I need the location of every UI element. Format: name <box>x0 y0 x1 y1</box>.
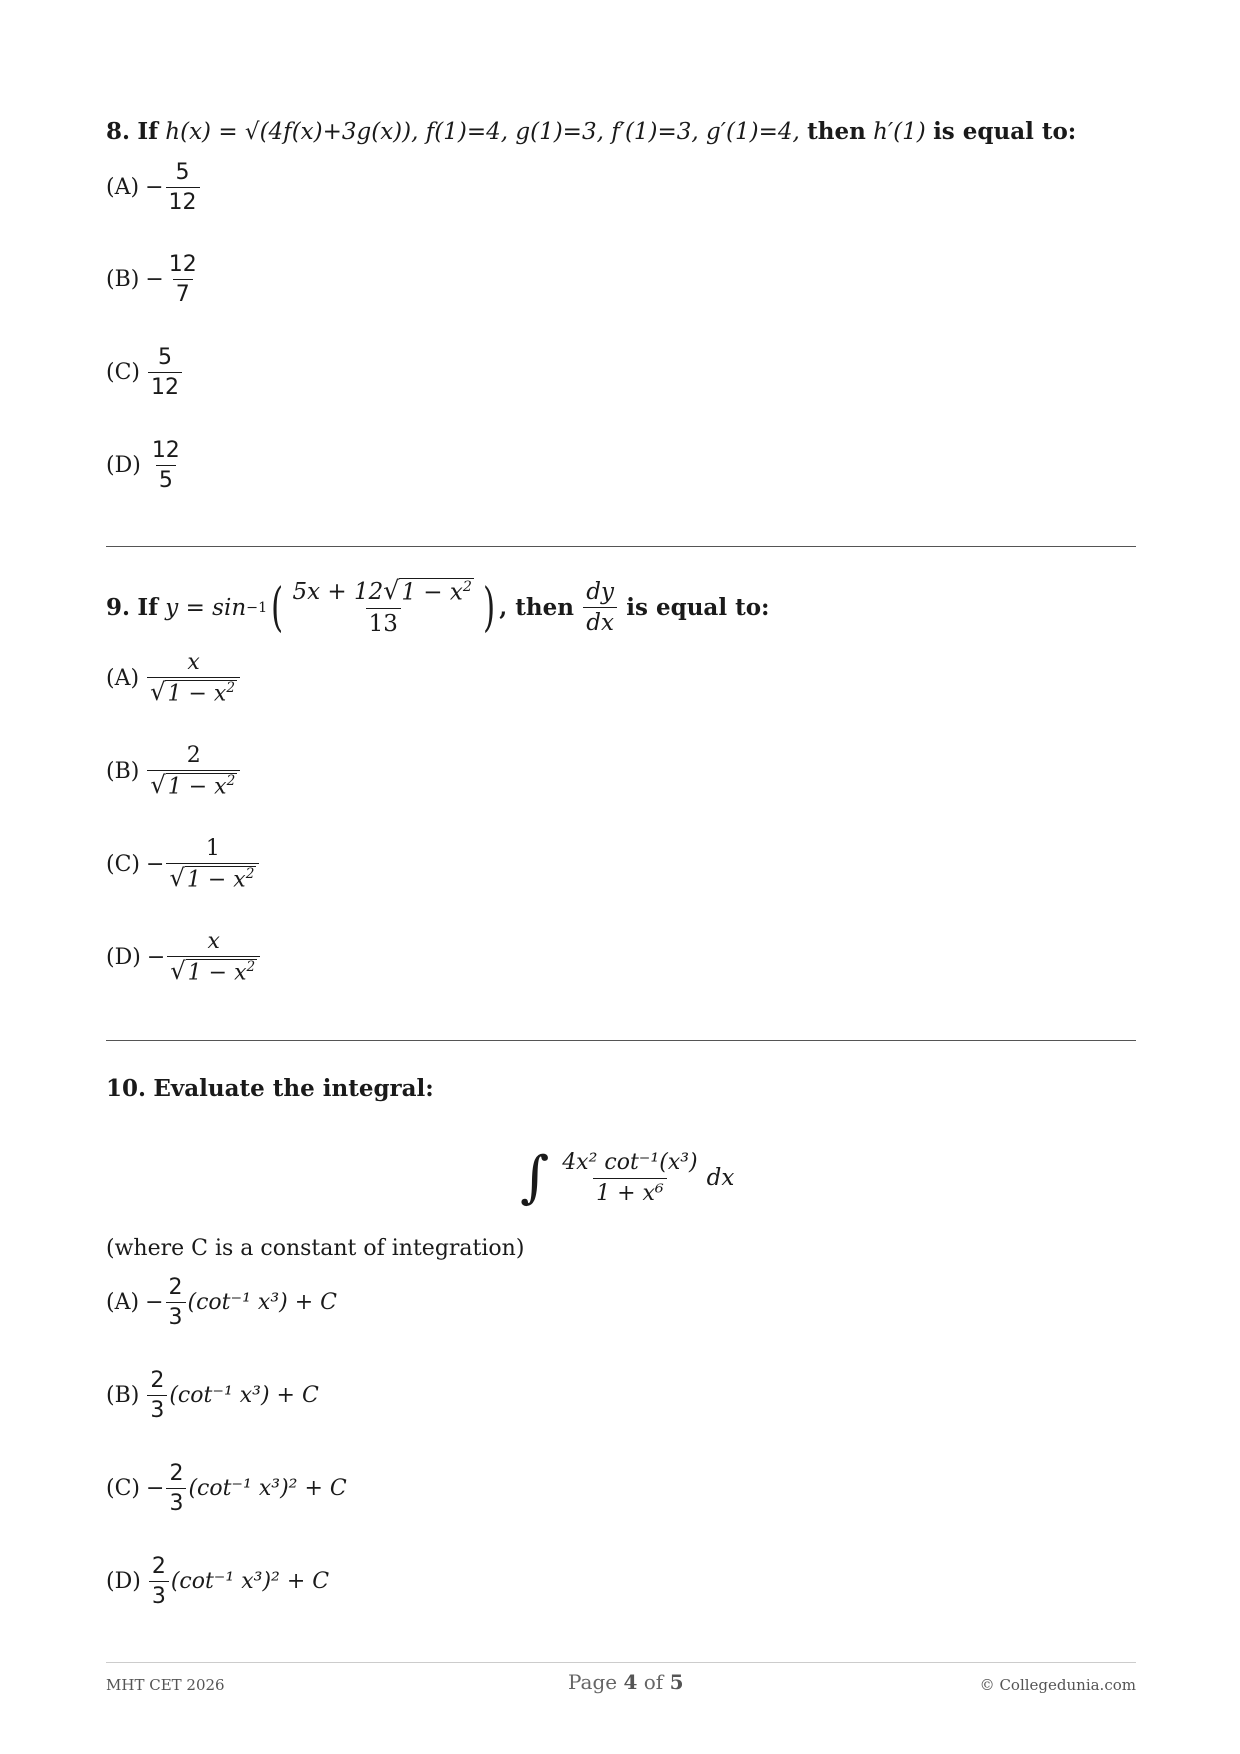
square-root <box>150 680 237 707</box>
fraction-denominator <box>147 770 240 800</box>
option-label: (A) <box>106 665 140 691</box>
fraction-numerator: 2 <box>168 1275 183 1300</box>
option-sign: − <box>146 851 165 877</box>
exponent: 2 <box>226 680 235 697</box>
option-label: (B) <box>106 1383 140 1409</box>
option-tail: (cot⁻¹ x³)² + C <box>170 1569 330 1595</box>
derivative-fraction <box>583 579 617 637</box>
fraction-numerator: 12 <box>151 438 180 463</box>
option-label: (C) <box>106 1476 140 1502</box>
square-root <box>150 773 237 800</box>
fraction-numerator: 5 <box>158 345 172 370</box>
radical-icon: √ <box>170 957 186 986</box>
radicand-text: 1 − x <box>187 960 247 986</box>
fraction-numerator: 5 <box>175 160 190 185</box>
fraction-numerator: 2 <box>169 1461 184 1486</box>
exponent: 2 <box>245 866 255 883</box>
radicand-text: 1 − x <box>167 681 227 707</box>
fraction-numerator: 2 <box>151 1554 166 1579</box>
fraction-denominator: 12 <box>148 372 182 400</box>
radical-icon: √ <box>150 678 166 707</box>
option-fraction <box>147 650 240 707</box>
question-number: 8. <box>106 118 131 145</box>
page-number <box>568 1670 684 1694</box>
fraction-denominator: 3 <box>166 1302 186 1330</box>
radicand <box>165 680 237 707</box>
fraction-denominator: 13 <box>366 608 401 637</box>
footer-copyright[interactable]: © Collegedunia.com <box>979 1676 1136 1694</box>
option-b[interactable] <box>106 252 202 308</box>
fraction-denominator: dx <box>583 607 617 636</box>
divider <box>106 546 1136 547</box>
fraction-denominator: 3 <box>147 1395 167 1423</box>
fraction-denominator: 5 <box>156 465 176 493</box>
option-b[interactable] <box>106 743 242 800</box>
radical-icon: √ <box>383 576 400 605</box>
fraction-denominator <box>166 863 259 893</box>
question-8-stem <box>106 118 1076 145</box>
option-fraction <box>166 1461 186 1517</box>
page-prefix: Page <box>568 1670 618 1694</box>
radicand-text: 1 − x <box>401 579 463 606</box>
footer-exam-name: MHT CET 2026 <box>106 1676 225 1694</box>
option-tail: (cot⁻¹ x³) + C <box>187 1290 337 1316</box>
option-sign: − <box>146 1476 165 1502</box>
numerator-text: 5x + 12 <box>292 579 384 605</box>
option-sign: − <box>145 1290 164 1316</box>
stem-text: Evaluate the integral: <box>153 1075 434 1102</box>
fraction-denominator: 3 <box>166 1488 186 1516</box>
option-fraction <box>166 252 200 308</box>
option-label: (C) <box>106 851 140 877</box>
radicand <box>186 959 258 986</box>
radicand-text: 1 − x <box>186 867 246 893</box>
page-of: of <box>643 1670 664 1694</box>
option-a[interactable] <box>106 160 202 216</box>
option-fraction <box>167 929 260 986</box>
radicand <box>166 773 238 800</box>
stem-then: then <box>807 118 866 145</box>
option-c[interactable] <box>106 836 261 893</box>
fraction-numerator: x <box>207 929 220 954</box>
option-label: (C) <box>106 360 140 386</box>
option-d[interactable] <box>106 1554 329 1610</box>
left-paren: ( <box>271 577 284 638</box>
stem-math: h(x) = √(4f(x)+3g(x)), f(1)=4, g(1)=3, f′(1)=3, g′(1)=4, <box>165 118 800 145</box>
fraction-numerator: 2 <box>186 743 201 768</box>
fraction-denominator <box>167 956 260 986</box>
exponent: 2 <box>226 773 236 790</box>
option-label: (B) <box>106 758 140 784</box>
exponent: 2 <box>462 579 472 595</box>
fraction-denominator <box>147 677 240 707</box>
option-tail: (cot⁻¹ x³)² + C <box>188 1476 347 1502</box>
integral-sign-icon: ∫ <box>520 1145 550 1210</box>
square-root <box>170 959 257 986</box>
option-fraction <box>166 160 200 216</box>
option-sign: − <box>146 944 166 970</box>
question-9-stem <box>106 578 770 638</box>
option-fraction <box>147 743 240 800</box>
option-label: (D) <box>106 453 141 479</box>
option-a[interactable] <box>106 1275 337 1331</box>
stem-fraction <box>289 578 476 638</box>
fraction-numerator: x <box>187 650 200 675</box>
question-10-stem <box>106 1075 434 1102</box>
option-label: (A) <box>106 175 140 201</box>
stem-suffix: is equal to: <box>933 118 1077 145</box>
question-number: 9. <box>106 594 131 622</box>
stem-prefix: If <box>137 118 158 145</box>
right-paren: ) <box>482 577 496 638</box>
fraction-numerator: 2 <box>150 1368 165 1393</box>
option-fraction <box>147 1368 167 1424</box>
fraction-denominator: 7 <box>173 279 193 307</box>
integration-note: (where C is a constant of integration) <box>106 1236 525 1261</box>
radicand-text: 1 − x <box>167 774 227 800</box>
radical-icon: √ <box>169 864 185 893</box>
option-label: (A) <box>106 1290 140 1316</box>
stem-suffix: is equal to: <box>626 594 770 622</box>
divider <box>106 1040 1136 1041</box>
integrand-dx: dx <box>706 1165 735 1191</box>
fraction-numerator: 4x² cot⁻¹(x³) <box>562 1150 698 1176</box>
exponent: 2 <box>246 959 256 976</box>
option-fraction <box>149 1554 169 1610</box>
option-fraction <box>149 438 183 494</box>
option-d[interactable] <box>106 929 262 986</box>
square-root <box>383 578 474 606</box>
page-total: 5 <box>669 1670 684 1694</box>
option-sign: − <box>145 175 164 201</box>
fraction-numerator: 12 <box>168 252 197 277</box>
question-number: 10. <box>106 1075 147 1102</box>
footer-divider <box>106 1662 1136 1663</box>
option-d[interactable] <box>106 438 185 494</box>
stem-function: y = sin <box>165 594 247 621</box>
inverse-superscript: −1 <box>246 599 268 616</box>
option-tail: (cot⁻¹ x³) + C <box>169 1383 319 1409</box>
option-label: (B) <box>106 267 140 293</box>
stem-prefix: If <box>137 594 158 622</box>
fraction-numerator: dy <box>586 578 614 605</box>
option-sign: − <box>145 267 164 293</box>
integrand-fraction <box>559 1150 700 1206</box>
fraction-denominator: 1 + x⁶ <box>593 1178 667 1206</box>
option-fraction <box>148 345 182 401</box>
integral-expression <box>520 1145 735 1210</box>
option-b[interactable] <box>106 1368 319 1424</box>
option-label: (D) <box>106 1569 141 1595</box>
option-label: (D) <box>106 944 141 970</box>
radicand <box>185 866 257 893</box>
square-root <box>169 866 256 893</box>
option-fraction <box>166 836 259 893</box>
fraction-denominator: 12 <box>166 187 200 215</box>
option-c[interactable] <box>106 345 184 401</box>
radical-icon: √ <box>150 771 166 800</box>
option-fraction <box>166 1275 186 1331</box>
stem-target: h′(1) <box>873 118 926 145</box>
fraction-denominator: 3 <box>149 1581 169 1609</box>
stem-then: , then <box>499 594 574 622</box>
fraction-numerator: 1 <box>205 836 220 861</box>
option-a[interactable] <box>106 650 242 707</box>
fraction-numerator <box>289 578 476 608</box>
radicand <box>399 578 474 606</box>
page-current: 4 <box>623 1670 638 1694</box>
option-c[interactable] <box>106 1461 347 1517</box>
